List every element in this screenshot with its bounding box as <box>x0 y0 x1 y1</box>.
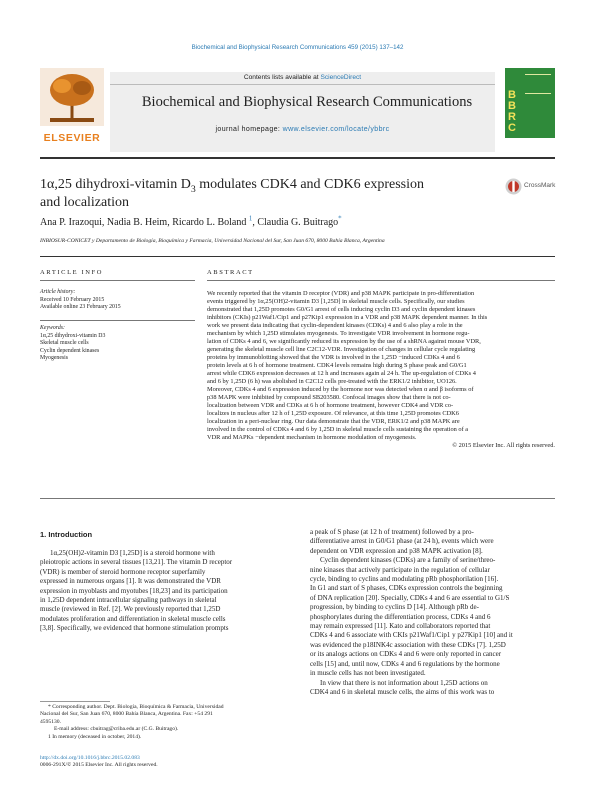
intro-right-column <box>310 528 555 697</box>
abstract-line: protein levels at 6 h of hormone treatment. CDK4 levels remains high during S phase peak and G0/G1 <box>207 362 467 369</box>
abstract-line: mechanism by which 1,25D stimulates myogenesis. To investigate VDR involvement in hormone regu- <box>207 330 470 337</box>
journal-homepage <box>110 126 495 133</box>
body-line: progression, by binding to cyclins D [14]. Although pRb de- <box>310 603 479 612</box>
keyword-item: Skeletal muscle cells <box>40 340 89 347</box>
abstract-line: VDR and MAPKs −dependent mechanism in hormone modulation of myogenesis. <box>207 434 417 441</box>
title-part-b: modulates CDK4 and CDK6 expression <box>195 177 424 192</box>
body-line: dependent on VDR expression and p38 MAPK activation [8]. <box>310 546 483 555</box>
body-line: (VDR) is member of steroid hormone receptor superfamily <box>40 567 206 576</box>
abstract-line: generating the skeletal muscle cell line C2C12-VDR. Investigation of changes in cellular cycle regulating <box>207 346 476 353</box>
abstract-line: Moreover, CDKs 4 and 6 expression induced by the hormone nor was detected when α and β isoforms of <box>207 386 474 393</box>
sciencedirect-link[interactable]: ScienceDirect <box>320 74 362 81</box>
article-info-heading: ARTICLE INFO <box>40 269 104 276</box>
body-line: was evidenced the p18INK4c association with these CDKs [7]. 1,25D <box>310 640 506 649</box>
body-line: [3,8]. Specifically, we evidenced that hormone stimulation prompts <box>40 624 229 633</box>
article-title <box>40 176 480 212</box>
received-date: Received 10 February 2015 <box>40 296 105 303</box>
cover-letter-r: R <box>508 111 516 123</box>
body-line: expressed in numerous organs [1]. It was demonstrated the VDR <box>40 577 221 586</box>
body-line: expression in myoblasts and myotubes [18,23] and its participation <box>40 586 228 595</box>
abstract-bottom-rule <box>40 498 555 499</box>
cover-letter-b2: B <box>508 100 516 112</box>
body-line: in 1,25D dependent intracellular signaling pathways in skeletal <box>40 596 217 605</box>
keywords-label: Keywords: <box>40 325 65 331</box>
issn-line: 0006-291X/© 2015 Elsevier Inc. All rights reserved. <box>40 762 158 769</box>
cover-top-text <box>525 74 551 94</box>
history-rule <box>40 320 195 321</box>
journal-title: Biochemical and Biophysical Research Communications <box>141 94 473 110</box>
online-date: Available online 23 February 2015 <box>40 304 121 311</box>
contents-prefix: Contents lists available at <box>243 74 321 81</box>
abstract-line: work we present data indicating that cyclin-dependent kinases (CDKs) 4 and 6 also play a role in the <box>207 322 463 329</box>
abstract-line: and 6 by 1,25D (6 h) was abolished in C2C12 cells pre-treated with the ERK1/2 inhibitor, UO126. <box>207 378 457 385</box>
cover-letter-b1: B <box>508 89 516 101</box>
header-divider <box>40 157 555 159</box>
elsevier-logo <box>40 68 104 144</box>
crossmark-icon <box>505 178 522 195</box>
intro-left-column <box>40 549 295 634</box>
journal-cover <box>505 68 555 138</box>
title-part-a: 1α,25 dihydroxi-vitamin D <box>40 177 191 192</box>
doi-block <box>40 755 340 770</box>
abstract-line: inhibitors (CKIs) p21Waf1/Cip1 and p27Kip1 expression in a VDR and p38 MAPK dependent manner. In this <box>207 314 488 321</box>
abstract-line: localizes in nucleus after 12 h of 1,25D exposure. Of relevance, at this time 1,25D promotes CDK6 <box>207 410 459 417</box>
elsevier-wordmark: ELSEVIER <box>43 132 101 144</box>
keyword-item: Myogenesis <box>40 355 69 362</box>
email-footnote[interactable]: E-mail address: cbuitrag@criba.edu.ar (C.G. Buitrago). <box>54 726 179 733</box>
homepage-link[interactable]: www.elsevier.com/locate/ybbrc <box>282 126 390 133</box>
abstract-line: involved in the control of CDKs 4 and 6 by 1,25D in skeletal muscle cells sustaining the operation of a <box>207 426 469 433</box>
abstract-line: localization between VDR and CDKs at 6 h of hormone treatment, however CDK4 and VDR co- <box>207 402 454 409</box>
contents-line <box>110 74 495 81</box>
body-line: CDKs 4 and 6 associate with CKIs p21Waf1/Cip1 y p27Kip1 [10] and it <box>310 631 513 640</box>
body-line: differentiative arrest in G0/G1 phase (at 24 h), events which were <box>310 537 494 546</box>
body-line: muscle (reviewed in Ref. [2]. We previously reported that 1,25D <box>40 605 221 614</box>
affiliation: INBIOSUR-CONICET y Departamento de Biología, Bioquímica y Farmacia, Universidad Nacional del Sur, San Juan 670, 8000 Bahía Blanca, Argentina <box>40 238 385 244</box>
abstract-line: lation of CDKs 4 and 6, we significantly reduced its expression by the use of a shRNA against mouse VDR, <box>207 338 481 345</box>
cover-letter-c: C <box>508 122 516 134</box>
abstract-heading: ABSTRACT <box>207 269 254 276</box>
authors-tail: , Claudia G. Buitrago <box>252 217 339 228</box>
history-label: Article history: <box>40 289 76 295</box>
abstract-line: demonstrated that 1,25D promotes G0/G1 arrest of cells inducing cyclin D3 and cyclin dependent kinases <box>207 306 476 313</box>
abstract-line: proteins by immunoblotting showed that the VDR is involved in the 1,25D −induced CDKs 4 and 6 <box>207 354 460 361</box>
footnotes <box>40 704 295 741</box>
authors-main: Ana P. Irazoqui, Nadia B. Heim, Ricardo L. Boland <box>40 217 249 228</box>
title-line2: and localization <box>40 195 130 210</box>
article-history <box>40 289 200 312</box>
body-line: or its analogs actions on CDKs 4 and 6 were only reported in cancer <box>310 650 502 659</box>
footnote-line: * Corresponding author. Dept. Biología, Bioquímica & Farmacia, Universidad <box>48 704 224 710</box>
abstract-body <box>207 290 555 450</box>
header-inner-rule <box>110 84 495 85</box>
abstract-line: localization in a peri-nuclear ring. Our data demonstrate that the VDR, ERK1/2 and p38 MAPK are <box>207 418 460 425</box>
keyword-item: 1α,25 dihydroxi-vitamin D3 <box>40 332 106 339</box>
crossmark-badge[interactable] <box>505 178 565 196</box>
title-subscript: 3 <box>190 183 196 195</box>
abstract-line: arrest while CDK6 expression decreases at 12 h and increases again al 24 h. The up-regulation of CDKs 4 <box>207 370 476 377</box>
body-line: In view that there is not information about 1,25D actions on <box>320 678 488 687</box>
intro-heading: 1. Introduction <box>40 530 93 539</box>
crossmark-label: CrossMark <box>524 182 556 189</box>
author-list <box>40 214 540 228</box>
body-line: 1α,25(OH)2-vitamin D3 [1,25D] is a steroid hormone with <box>50 549 215 557</box>
title-divider <box>40 256 555 257</box>
elsevier-tree-icon <box>40 68 104 126</box>
body-line: pleiotropic actions in several tissues [13,21]. The vitamin D receptor <box>40 558 233 567</box>
footnote-rule <box>40 701 110 702</box>
body-line: In G1 and start of S phases, CDKs expression controls the beginning <box>310 584 503 593</box>
body-line: nine kinases that actively participate in the regulation of cellular <box>310 565 490 574</box>
body-line: in muscle cells has not been investigated. <box>310 669 426 678</box>
corresponding-author-mark[interactable]: * <box>338 214 342 223</box>
body-line: may remain expressed [11]. Kato and collaborators reported that <box>310 622 491 631</box>
copyright-notice: © 2015 Elsevier Inc. All rights reserved. <box>452 442 555 449</box>
journal-reference[interactable]: Biochemical and Biophysical Research Communications 459 (2015) 137–142 <box>191 44 404 51</box>
body-line: a peak of S phase (at 12 h of treatment) followed by a pro- <box>310 528 474 536</box>
body-line: Cyclin dependent kinases (CDKs) are a family of serine/threo- <box>320 556 496 565</box>
memoriam-footnote: 1 In memory (deceased in october, 2014). <box>48 733 142 740</box>
keywords-block <box>40 325 200 363</box>
body-line: phosphorylates during the differentiation process, CDKs 4 and 6 <box>310 612 491 621</box>
abstract-line: p38 MAPK were inhibited by compound SB203580. Confocal images show that there is not co- <box>207 394 451 401</box>
body-line: modulates proliferation and differentiation in skeletal muscle cells <box>40 614 226 623</box>
author-footnote-1[interactable]: 1 <box>248 214 253 223</box>
abstract-line: events triggered by 1α,25(OH)2-vitamin D3 [1,25D] in skeletal muscle cells. Specifically, our studies <box>207 298 465 305</box>
body-line: cells [15] and, until now, CDKs 4 and 6 regulations by the hormone <box>310 659 500 668</box>
doi-link[interactable]: http://dx.doi.org/10.1016/j.bbrc.2015.02.083 <box>40 755 140 761</box>
footnote-line: Nacional del Sur, San Juan 670, 8000 Bahía Blanca, Argentina. Fax: +54 291 <box>40 711 213 718</box>
article-info-rule <box>40 280 195 281</box>
abstract-rule <box>207 280 555 281</box>
homepage-prefix: journal homepage: <box>215 126 283 133</box>
body-line: of DNA replication [20]. Specially, CDKs 4 and 6 are essential to G1/S <box>310 593 510 602</box>
footnote-line: 4595130. <box>40 718 61 725</box>
abstract-line: We recently reported that the vitamin D receptor (VDR) and p38 MAPK participate in pro-differentiation <box>207 290 475 297</box>
keyword-item: Cyclin dependent kinases <box>40 347 100 354</box>
body-line: CDK4 and 6 in skeletal muscle cells, the aims of this work was to <box>310 687 495 696</box>
body-line: cycle, binding to cyclins and modulating pRb phosphorilation [16]. <box>310 575 499 584</box>
